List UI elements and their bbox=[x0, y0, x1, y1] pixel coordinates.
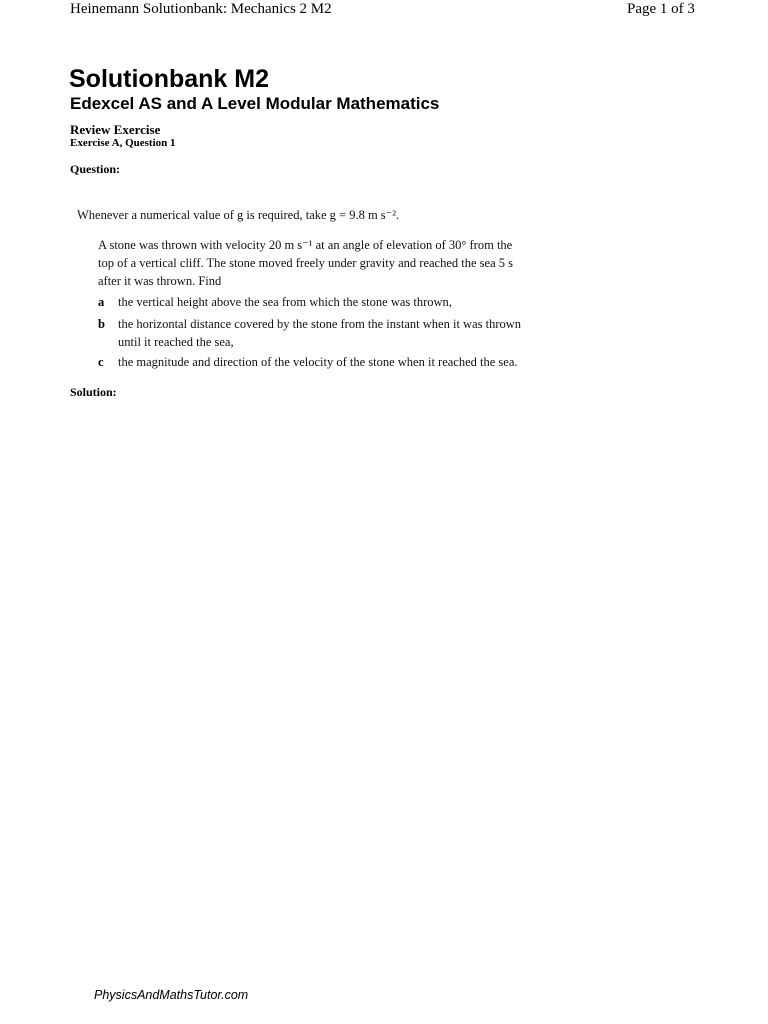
part-label: a bbox=[98, 295, 105, 309]
question-stem-line: top of a vertical cliff. The stone moved freely under gravity and reached the sea 5 s bbox=[98, 256, 514, 270]
part-text: the horizontal distance covered by the stone from the instant when it was thrown bbox=[118, 317, 522, 331]
footer-site-name: PhysicsAndMathsTutor.com bbox=[94, 988, 249, 1002]
section-heading: Review Exercise bbox=[70, 122, 161, 137]
question-stem-line: A stone was thrown with velocity 20 m s⁻¹ at an angle of elevation of 30° from the bbox=[98, 238, 513, 252]
question-image bbox=[60, 198, 600, 378]
solution-label: Solution: bbox=[70, 385, 117, 399]
part-text: the magnitude and direction of the velocity of the stone when it reached the sea. bbox=[118, 355, 518, 369]
part-label: b bbox=[98, 317, 105, 331]
page-title: Solutionbank M2 bbox=[69, 65, 269, 93]
part-text: until it reached the sea, bbox=[118, 335, 234, 349]
part-label: c bbox=[98, 355, 104, 369]
question-label: Question: bbox=[70, 162, 121, 176]
part-text: the vertical height above the sea from which the stone was thrown, bbox=[118, 295, 452, 309]
page-subtitle: Edexcel AS and A Level Modular Mathematics bbox=[70, 94, 440, 113]
question-intro: Whenever a numerical value of g is required, take g = 9.8 m s⁻². bbox=[77, 208, 400, 222]
question-stem-line: after it was thrown. Find bbox=[98, 274, 222, 288]
page-number: Page 1 of 3 bbox=[627, 1, 695, 17]
exercise-heading: Exercise A, Question 1 bbox=[70, 137, 176, 149]
page-header-title: Heinemann Solutionbank: Mechanics 2 M2 bbox=[70, 1, 332, 17]
